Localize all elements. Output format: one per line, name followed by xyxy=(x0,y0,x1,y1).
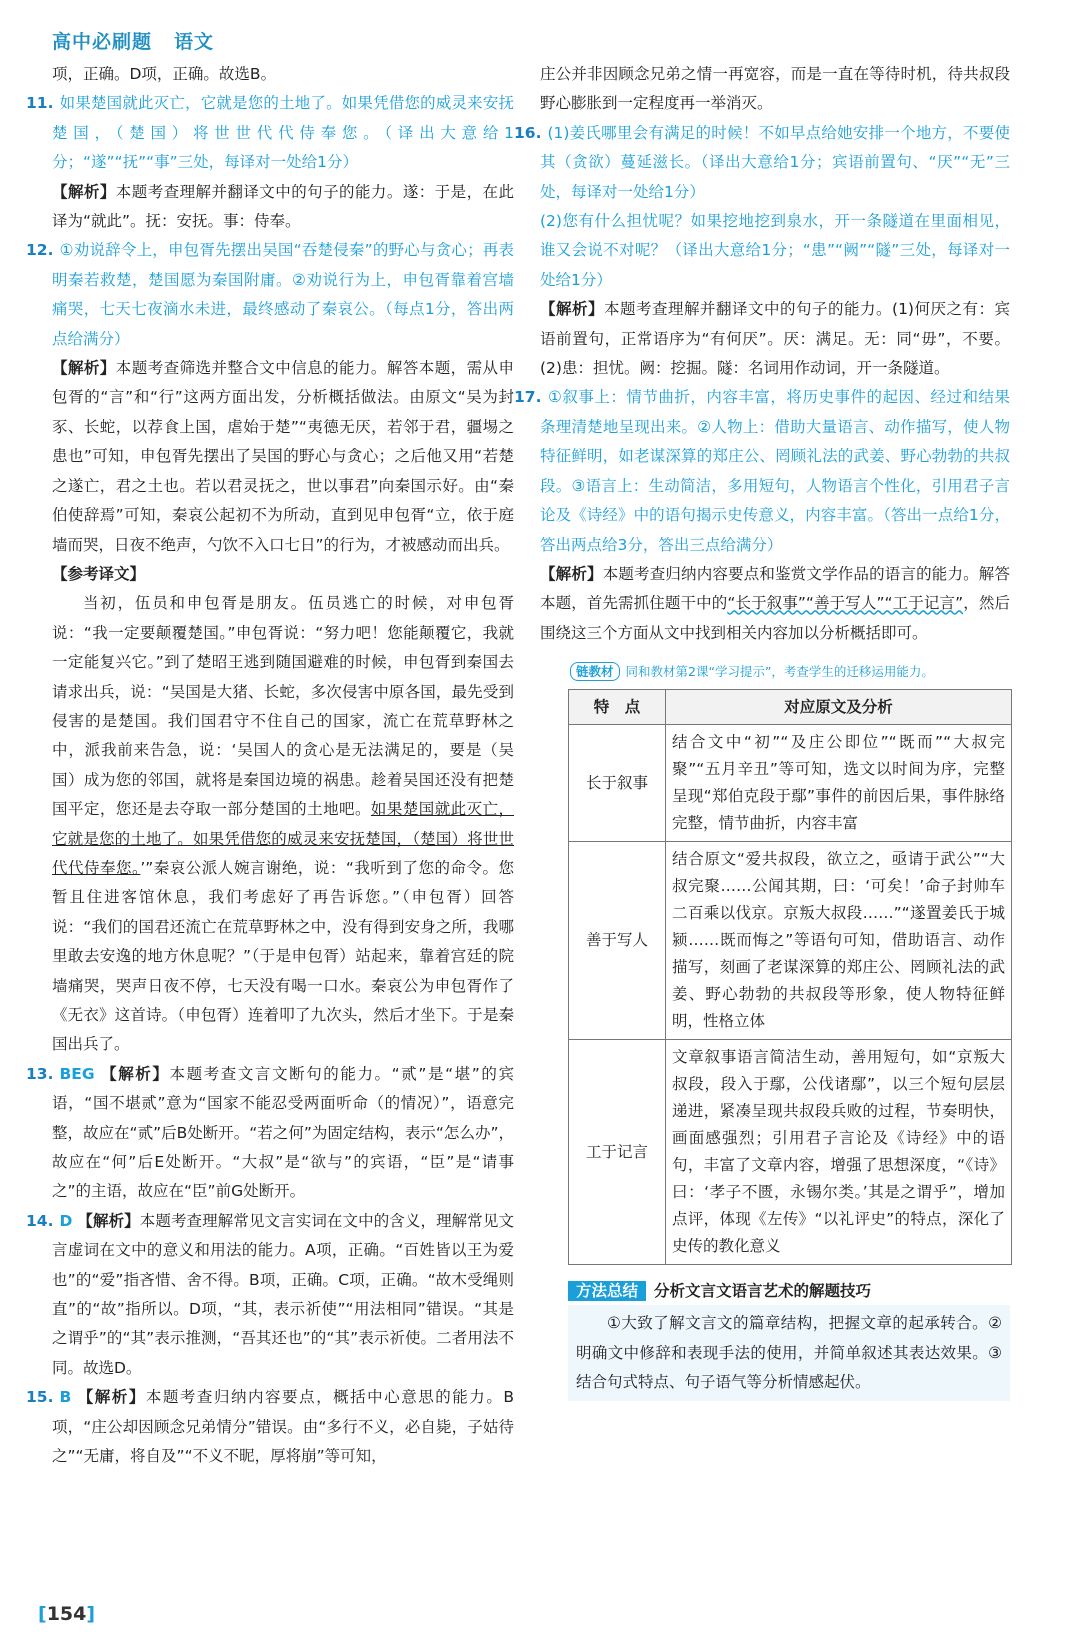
table-header-row xyxy=(569,690,1012,725)
table-row xyxy=(569,1040,1012,1265)
right-column xyxy=(514,60,1010,1401)
intro-text: 项，正确。D项，正确。故选B。 xyxy=(52,65,277,83)
q17-analysis: 【解析】本题考查归纳内容要点和鉴赏文学作品的语言的能力。解答本题，首先需抓住题干中的“长于叙事”“善于写人”“工于记言”，然后围绕这三个方面从文中找到相关内容加以分析概括即可。 xyxy=(540,564,1010,642)
q16-number: 16. xyxy=(514,123,542,142)
q15-number: 15. xyxy=(26,1388,54,1407)
page-number: [154] xyxy=(38,1603,96,1625)
table-cell-content: 结合原文“爱共叔段，欲立之，亟请于武公”“大叔完聚……公闻其期，曰：‘可矣！’命子封帅车二百乘以伐京。京叛大叔段……”“遂置姜氏于城颍……既而悔之”等语句可知，借助语言、动作描写，刻画了老谋深算的郑庄公、罔顾礼法的武姜、野心勃勃的共叔段等形象，使人物特征鲜明，性格立体 xyxy=(666,842,1012,1040)
method-label: 方法总结 xyxy=(568,1281,646,1301)
left-column xyxy=(26,60,514,1472)
q14: 14. D 【解析】本题考查理解常见文言实词在文中的含义，理解常见文言虚词在文中的意义和用法的能力。A项，正确。“百姓皆以王为爱也”的“爱”指吝惜、舍不得。B项，正确。C项，正确。“故木受绳则直”的“故”指所以。D项，“其，表示祈使”“用法相同”错误。“其是之谓乎”的“其”表示推测，“吾其还也”的“其”表示祈使。二者用法不同。故选D。 xyxy=(26,1211,514,1377)
subject-title: 语文 xyxy=(174,31,215,53)
textbook-link-note: 链教材 同和教材第2课“学习提示”，考查学生的迁移运用能力。 xyxy=(570,662,1010,681)
q15: 15. B 【解析】本题考查归纳内容要点，概括中心意思的能力。B项，“庄公却因顾念兄弟情分”错误。由“多行不义，必自毙，子姑待之”“无庸，将自及”“不义不昵，厚将崩”等可知， xyxy=(26,1388,514,1466)
method-summary-title: 方法总结 分析文言文语言艺术的解题技巧 xyxy=(568,1277,1010,1305)
q13: 13. BEG 【解析】本题考查文言文断句的能力。“贰”是“堪”的宾语，“国不堪贰”意为“国家不能忍受两面听命（的情况）”，语意完整，故应在“贰”后B处断开。“若之何”为固定结构，表示“怎么办”，故应在“何”后E处断开。“大叔”是“欲与”的宾语，“臣”是“请事之”的主语，故应在“臣”前G处断开。 xyxy=(26,1064,514,1201)
q17-answer: 17. ①叙事上：情节曲折，内容丰富，将历史事件的起因、经过和结果条理清楚地呈现出来。②人物上：借助大量语言、动作描写，使人物特征鲜明，如老谋深算的郑庄公、罔顾礼法的武姜、野心勃勃的共叔段。③语言上：生动简洁，多用短句，人物语言个性化，引用君子言论及《诗经》中的语句揭示史传意义，内容丰富。（答出一点给1分，答出两点给3分，答出三点给满分） xyxy=(514,388,1010,554)
table-row xyxy=(569,842,1012,1040)
table-header-analysis: 对应原文及分析 xyxy=(666,690,1012,725)
table-cell-feature: 工于记言 xyxy=(569,1040,666,1265)
wavy-keywords: “长于叙事”“善于写人”“工于记言” xyxy=(727,594,964,613)
underlined-sentence: 如果楚国就此灭亡，它就是您的土地了。如果凭借您的威灵来安抚楚国，（楚国）将世世代代侍奉您。 xyxy=(52,800,514,877)
q17-number: 17. xyxy=(514,388,542,407)
q11-answer: 11. 如果楚国就此灭亡，它就是您的土地了。如果凭借您的威灵来安抚楚国，（楚国）将世世代代侍奉您。（译出大意给1分；“遂”“抚”“事”三处，每译对一处给1分） xyxy=(26,94,514,172)
q11-number: 11. xyxy=(26,94,54,113)
book-title: 高中必刷题 xyxy=(52,31,153,53)
translation-heading: 【参考译文】 xyxy=(52,564,146,583)
q12-answer: 12. ①劝说辞令上，申包胥先摆出吴国“吞楚侵秦”的野心与贪心；再表明秦若救楚，楚国愿为秦国附庸。②劝说行为上，申包胥靠着宫墙痛哭，七天七夜滴水未进，最终感动了秦哀公。（每点1分，答出两点给满分） xyxy=(26,241,514,348)
link-badge: 链教材 xyxy=(570,662,620,681)
table-cell-feature: 善于写人 xyxy=(569,842,666,1040)
q11-analysis: 【解析】本题考查理解并翻译文中的句子的能力。遂：于是，在此译为“就此”。抚：安抚。事：侍奉。 xyxy=(52,182,514,231)
q13-number: 13. xyxy=(26,1064,54,1083)
page-header xyxy=(52,30,214,54)
q14-number: 14. xyxy=(26,1211,54,1230)
table-cell-content: 结合文中“初”“及庄公即位”“既而”“大叔完聚”“五月辛丑”等可知，选文以时间为序，完整呈现“郑伯克段于鄢”事件的前因后果，事件脉络完整，情节曲折，内容丰富 xyxy=(666,725,1012,842)
analysis-table xyxy=(568,689,1012,1265)
q12-number: 12. xyxy=(26,241,54,260)
q16-answer-1: 16. (1)姜氏哪里会有满足的时候！不如早点给她安排一个地方，不要使其（贪欲）蔓延滋长。（译出大意给1分；宾语前置句、“厌”“无”三处，每译对一处给1分） xyxy=(514,123,1010,201)
q16-answer-2: (2)您有什么担忧呢？如果挖地挖到泉水，开一条隧道在里面相见，谁又会说不对呢？（译出大意给1分；“患”“阙”“隧”三处，每译对一处给1分） xyxy=(540,212,1010,289)
q12-analysis: 【解析】本题考查筛选并整合文中信息的能力。解答本题，需从申包胥的“言”和“行”这两方面出发，分析概括做法。由原文“吴为封豕、长蛇，以荐食上国，虐始于楚”“夷德无厌，若邻于君，疆埸之患也”可知，申包胥先摆出了吴国的野心与贪心；之后他又用“若楚之遂亡，君之土也。若以君灵抚之，世以事君”向秦国示好。由“秦伯使辞焉”可知，秦哀公起初不为所动，直到见申包胥“立，依于庭墙而哭，日夜不绝声，勺饮不入口七日”的行为，才被感动而出兵。 xyxy=(52,359,514,554)
method-summary-body: ①大致了解文言文的篇章结构，把握文章的起承转合。②明确文中修辞和表现手法的使用，并简单叙述其表达效果。③结合句式特点、句子语气等分析情感起伏。 xyxy=(568,1305,1010,1401)
table-header-feature: 特 点 xyxy=(569,690,666,725)
table-cell-feature: 长于叙事 xyxy=(569,725,666,842)
table-cell-content: 文章叙事语言简洁生动，善用短句，如“京叛大叔段，段入于鄢，公伐诸鄢”，以三个短句层层递进，紧凑呈现共叔段兵败的过程，节奏明快，画面感强烈；引用君子言论及《诗经》中的语句，丰富了文章内容，增强了思想深度，“《诗》曰：‘孝子不匮，永锡尔类。’其是之谓乎”，增加点评，体现《左传》“以礼评史”的特点，深化了史传的教化意义 xyxy=(666,1040,1012,1265)
q15-continuation: 庄公并非因顾念兄弟之情一再宽容，而是一直在等待时机，待共叔段野心膨胀到一定程度再一举消灭。 xyxy=(540,65,1010,113)
table-row xyxy=(569,725,1012,842)
translation-text: 当初，伍员和申包胥是朋友。伍员逃亡的时候，对申包胥说：“我一定要颠覆楚国。”申包胥说：“努力吧！您能颠覆它，我就一定能复兴它。”到了楚昭王逃到随国避难的时候，申包胥到秦国去请求出兵，说：“吴国是大猪、长蛇，多次侵害中原各国，最先受到侵害的是楚国。我们国君守不住自己的国家，流亡在荒草野林之中，派我前来告急，说：‘吴国人的贪心是无法满足的，要是（吴国）成为您的邻国，就将是秦国边境的祸患。趁着吴国还没有把楚国平定，您还是去夺取一部分楚国的土地吧。如果楚国就此灭亡，它就是您的土地了。如果凭借您的威灵来安抚楚国，（楚国）将世世代代侍奉您。’”秦哀公派人婉言谢绝，说：“我听到了您的命令。您暂且住进客馆休息，我们考虑好了再告诉您。”（申包胥）回答说：“我们的国君还流亡在荒草野林之中，没有得到安身之所，我哪里敢去安逸的地方休息呢？”（于是申包胥）站起来，靠着宫廷的院墙痛哭，哭声日夜不停，七天没有喝一口水。秦哀公为申包胥作了《无衣》这首诗。（申包胥）连着叩了九次头，然后才坐下。于是秦国出兵了。 xyxy=(52,594,514,1054)
q16-analysis: 【解析】本题考查理解并翻译文中的句子的能力。(1)何厌之有：宾语前置句，正常语序为“有何厌”。厌：满足。无：同“毋”，不要。(2)患：担忧。阙：挖掘。隧：名词用作动词，开一条隧道。 xyxy=(540,300,1010,378)
